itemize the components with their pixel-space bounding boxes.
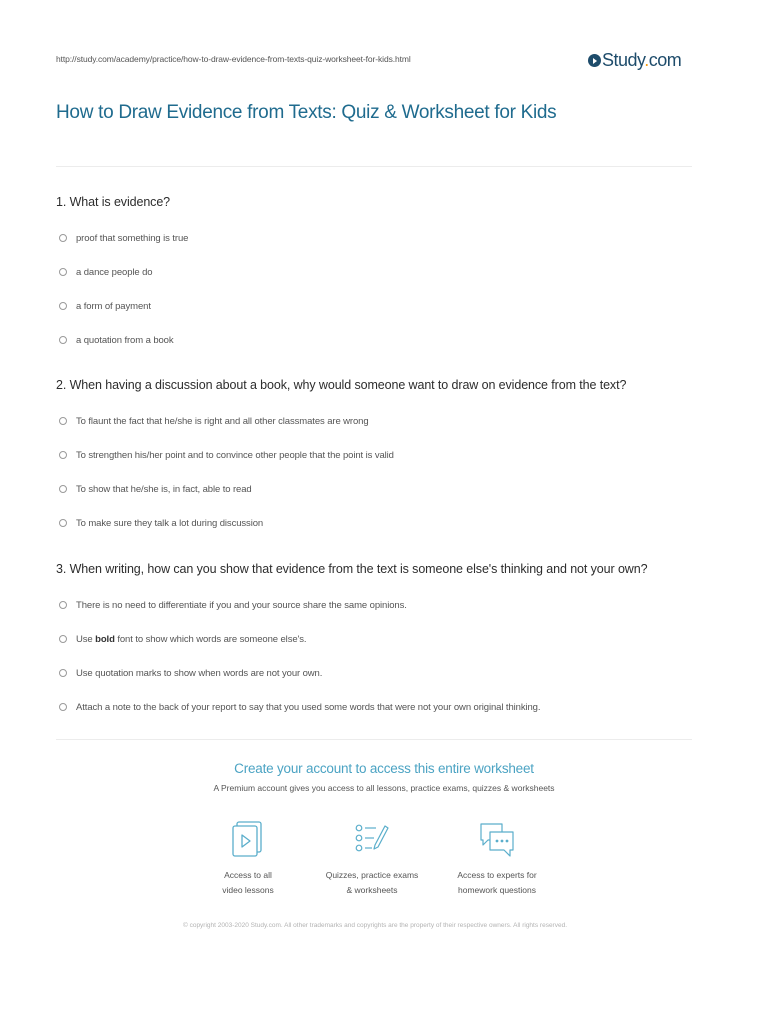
play-logo-icon	[588, 54, 601, 67]
radio-button[interactable]	[59, 485, 67, 493]
answer-option[interactable]	[56, 622, 647, 656]
answer-option[interactable]	[56, 221, 188, 255]
answer-option[interactable]	[56, 255, 188, 289]
answer-text: There is no need to differentiate if you and your source share the same opinions.	[76, 599, 407, 611]
answer-option[interactable]	[56, 438, 626, 472]
chat-experts-icon	[478, 820, 516, 858]
answer-text: a quotation from a book	[76, 334, 174, 346]
divider	[56, 166, 692, 167]
question-text: 1. What is evidence?	[56, 195, 171, 209]
page-url: http://study.com/academy/practice/how-to-draw-evidence-from-texts-quiz-worksheet-for-kids.html	[56, 54, 411, 64]
answer-text: Attach a note to the back of your report to say that you used some words that were not your own original thinking.	[76, 701, 541, 713]
answer-option[interactable]	[56, 289, 188, 323]
copyright-notice: © copyright 2003-2020 Study.com. All other trademarks and copyrights are the property of their respective owners. All rights reserved.	[182, 922, 568, 929]
question-text: 3. When writing, how can you show that evidence from the text is someone else's thinking and not your own?	[56, 562, 648, 576]
quiz-checklist-icon	[354, 820, 390, 858]
answer-text: To strengthen his/her point and to convince other people that the point is valid	[76, 449, 394, 461]
feature-label: Quizzes, practice exams & worksheets	[325, 870, 419, 895]
video-lesson-icon	[231, 820, 265, 858]
answer-text: To make sure they talk a lot during discussion	[76, 517, 264, 529]
radio-button[interactable]	[59, 268, 67, 276]
feature-quizzes	[302, 820, 442, 898]
radio-button[interactable]	[59, 451, 67, 459]
question-2	[56, 378, 626, 540]
answer-option[interactable]	[56, 588, 647, 622]
radio-button[interactable]	[59, 703, 67, 711]
answer-option[interactable]	[56, 404, 626, 438]
answer-text: To show that he/she is, in fact, able to read	[76, 483, 252, 495]
radio-button[interactable]	[59, 234, 67, 242]
answer-text: a form of payment	[76, 300, 151, 312]
radio-button[interactable]	[59, 302, 67, 310]
create-account-link[interactable]: Create your account to access this entire worksheet	[234, 761, 534, 776]
answer-option[interactable]	[56, 323, 188, 357]
logo-text: Study.com	[602, 50, 682, 70]
answer-option[interactable]	[56, 472, 626, 506]
answer-text: Use bold font to show which words are someone else's.	[76, 633, 307, 645]
cta-subtitle: A Premium account gives you access to all lessons, practice exams, quizzes & worksheets	[213, 783, 555, 793]
page-title: How to Draw Evidence from Texts: Quiz & Worksheet for Kids	[56, 102, 557, 123]
answer-option[interactable]	[56, 690, 647, 724]
question-text: 2. When having a discussion about a book, why would someone want to draw on evidence from the text?	[56, 378, 627, 392]
bold-word: bold	[95, 633, 115, 645]
study-logo	[588, 50, 681, 71]
feature-label: Access to experts for homework questions	[457, 870, 537, 895]
answer-text: a dance people do	[76, 266, 153, 278]
answer-text: To flaunt the fact that he/she is right and all other classmates are wrong	[76, 415, 369, 427]
question-1	[56, 195, 188, 357]
answer-text: Use quotation marks to show when words are not your own.	[76, 667, 323, 679]
radio-button[interactable]	[59, 336, 67, 344]
feature-label: Access to all video lessons	[222, 870, 274, 895]
radio-button[interactable]	[59, 635, 67, 643]
answer-option[interactable]	[56, 656, 647, 690]
divider	[56, 739, 692, 740]
feature-video-lessons	[178, 820, 318, 898]
radio-button[interactable]	[59, 417, 67, 425]
radio-button[interactable]	[59, 669, 67, 677]
feature-experts	[427, 820, 567, 898]
question-3	[56, 562, 647, 724]
radio-button[interactable]	[59, 519, 67, 527]
answer-text: proof that something is true	[76, 232, 189, 244]
answer-option[interactable]	[56, 506, 626, 540]
radio-button[interactable]	[59, 601, 67, 609]
